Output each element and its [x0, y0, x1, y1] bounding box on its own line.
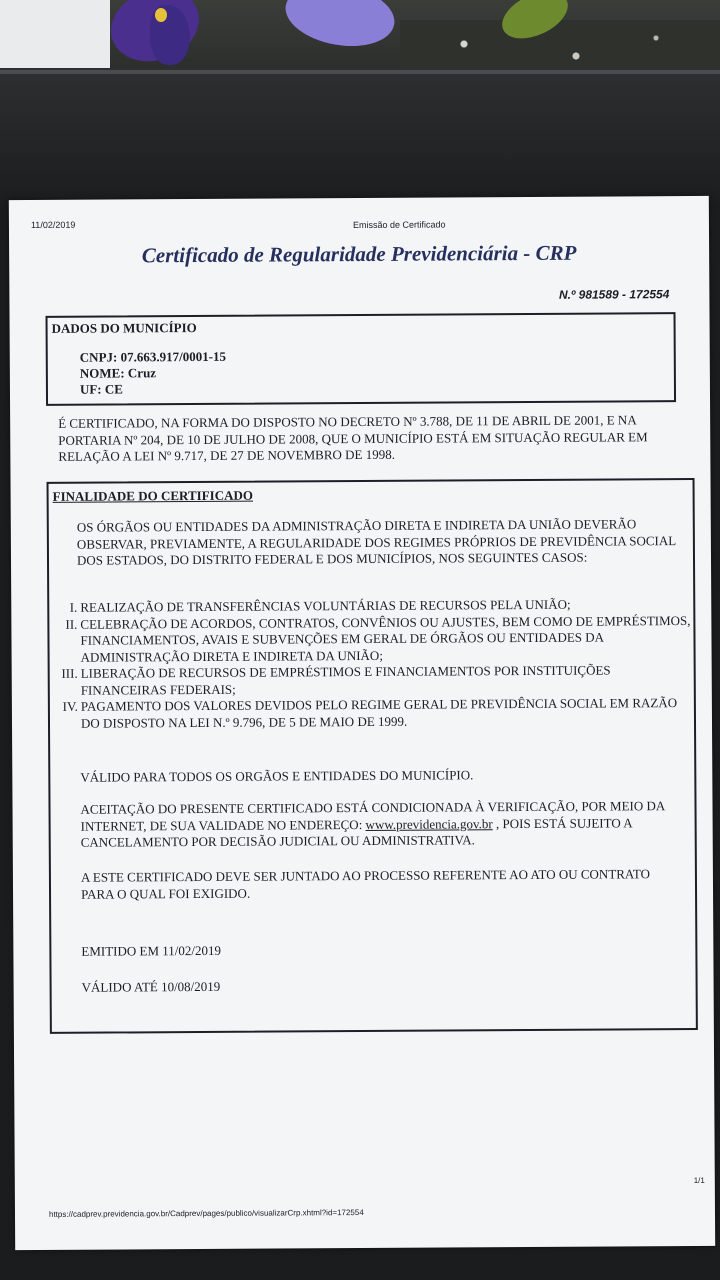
municipality-data-box [46, 312, 677, 406]
flower-center [155, 8, 167, 22]
purpose-box [47, 478, 698, 1034]
valid-for-all-text: VÁLIDO PARA TODOS OS ORGÃOS E ENTIDADES DO MUNICÍPIO. [80, 767, 474, 785]
cnpj-line: CNPJ: 07.663.917/0001-15 [79, 348, 227, 365]
municipality-heading: DADOS DO MUNICÍPIO [51, 320, 197, 336]
certificate-page [9, 196, 715, 1250]
list-item [53, 612, 693, 665]
list-item-text: CELEBRAÇÃO DE ACORDOS, CONTRATOS, CONVÊNIOS OU AJUSTES, BEM COMO DE EMPRÉSTIMOS, FINANCIAMENTOS, AVAIS E SUBVENÇÕES EM GERAL DE ÓRGÃOS OU ENTIDADES DA ADMINISTRAÇÃO DIRETA E INDIRETA DA UNIÃO; [80, 612, 691, 665]
certificate-number: N.º 981589 - 172554 [558, 287, 670, 302]
background-wall [0, 0, 110, 70]
flower-petal [281, 0, 400, 54]
page-number: 1/1 [693, 1175, 705, 1185]
list-item-text: LIBERAÇÃO DE RECURSOS DE EMPRÉSTIMOS E FINANCIAMENTOS POR INSTITUIÇÕES FINANCEIRAS FEDERAIS; [80, 662, 611, 698]
acceptance-text [80, 798, 680, 851]
previdencia-link[interactable]: www.previdencia.gov.br [365, 815, 493, 832]
list-item-number: III. [61, 665, 78, 681]
list-item-number: IV. [62, 698, 78, 714]
purpose-text: OS ÓRGÃOS OU ENTIDADES DA ADMINISTRAÇÃO DIRETA E INDIRETA DA UNIÃO DEVERÃO OBSERVAR, PREVIAMENTE, A REGULARIDADE DOS REGIMES PRÓPRIOS DE PREVIDÊNCIA SOCIAL DOS ESTADOS, DO DISTRITO FEDERAL E DOS MUNICÍPIOS, NOS SEGUINTES CASOS: [76, 516, 676, 568]
name-line: NOME: Cruz [79, 365, 157, 381]
print-date: 11/02/2019 [30, 219, 76, 231]
cases-list [53, 596, 694, 732]
list-item-text: REALIZAÇÃO DE TRANSFERÊNCIAS VOLUNTÁRIAS DE RECURSOS PELA UNIÃO; [80, 596, 571, 615]
certification-statement: É CERTIFICADO, NA FORMA DO DISPOSTO NO DECRETO Nº 3.788, DE 11 DE ABRIL DE 2001, E NA PORTARIA Nº 204, DE 10 DE JULHO DE 2008, QUE O MUNICÍPIO ESTÁ EM SITUAÇÃO REGULAR EM RELAÇÃO A LEI Nº 9.717, DE 27 DE NOVEMBRO DE 1998. [58, 412, 648, 464]
purpose-heading: FINALIDADE DO CERTIFICADO [52, 487, 253, 504]
acceptance-text-end: , POIS ESTÁ SUJEITO A CANCELAMENTO POR DECISÃO JUDICIAL OU ADMINISTRATIVA. [80, 814, 632, 850]
print-header-title: Emissão de Certificado [352, 219, 446, 231]
list-item-text: PAGAMENTO DOS VALORES DEVIDOS PELO REGIME GERAL DE PREVIDÊNCIA SOCIAL EM RAZÃO DO DISPOSTO NA LEI N.º 9.796, DE 5 DE MAIO DE 1999. [80, 695, 678, 731]
valid-until-date: VÁLIDO ATÉ 10/08/2019 [81, 978, 221, 995]
list-item [54, 662, 694, 699]
uf-line: UF: CE [79, 381, 123, 397]
attachment-text: A ESTE CERTIFICADO DEVE SER JUNTADO AO PROCESSO REFERENTE AO ATO OU CONTRATO PARA O QUAL FOI EXIGIDO. [80, 866, 651, 902]
issued-date: EMITIDO EM 11/02/2019 [81, 942, 222, 959]
document-tray [0, 68, 720, 203]
footer-url: https://cadprev.previdencia.gov.br/Cadprev/pages/publico/visualizarCrp.xhtml?id=172554 [48, 1207, 364, 1219]
list-item [54, 695, 694, 732]
list-item-number: II. [65, 616, 78, 632]
acceptance-text-start: ACEITAÇÃO DO PRESENTE CERTIFICADO ESTÁ CONDICIONADA À VERIFICAÇÃO, POR MEIO DA INTERNET, DE SUA VALIDADE NO ENDEREÇO: [80, 798, 665, 834]
list-item-number: I. [69, 599, 78, 615]
document-title: Certificado de Regularidade Previdenciária - CRP [141, 240, 577, 268]
tray-edge [0, 70, 720, 74]
